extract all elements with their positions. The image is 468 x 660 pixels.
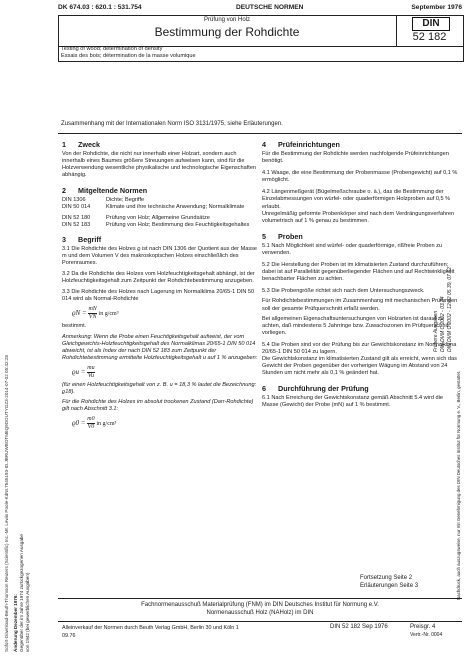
section-3-1: 3.1 Die Rohdichte des Holzes ϱ ist nach DIN 1306 der Quotient aus der Masse m und dem Volumen V des makroskopischen Holzes einschließlich des Porenraumes. — [62, 245, 258, 266]
section-5-3-b: Für Rohdichtebestimmungen im Zusammenhang mit mechanischen Prüfungen soll der gesamte Prüfquerschnitt erfaßt werden. — [262, 298, 458, 312]
section-4-2: 4.2 Längenmeßgerät (Bügelmeßschraube o. ä.), das die Bestimmung der Einzelabmessungen von würfel- oder quaderförmigen Holzproben auf 0,5 % erlaubt. — [262, 189, 451, 210]
left-column — [62, 140, 258, 431]
section-3-heading: 3 Begriff — [62, 234, 102, 244]
section-1-heading: 1 Zweck — [62, 140, 100, 149]
formula-moisture-density: ϱu = $\frac{mu}{Vu}$ — [72, 364, 95, 379]
oven-dry-text: Für die Rohdichte des Holzes im absolut trockenen Zustand (Darr-Rohdichte) gilt nach Abschnitt 3.1: — [62, 399, 254, 413]
din-logo: DIN — [412, 17, 450, 31]
example-text: (für einen Holzfeuchtigkeitsgehalt von z. B. u = 18,3 % lautet die Bezeichnung: ϱ18). — [62, 381, 257, 395]
series-name: DEUTSCHE NORMEN — [236, 4, 304, 11]
section-5-2: 5.2 Die Herstellung der Proben ist im klimatisierten Zustand durchzuführen; dabei ist auf Parallelität gegenüberliegender Flächen und auf Rechtwinkligkeit benachbarter Flächen zu achten. — [262, 262, 455, 283]
formula-normal-density: ϱN = $\frac{mN}{VN}$ in g/cm³ — [72, 306, 119, 321]
section-3-2: 3.2 Da die Rohdichte des Holzes vom Holzfeuchtigkeitsgehalt abhängt, ist der Holzfeuchtigkeitsgehalt zum Zeitpunkt der Rohdichtebestimmung anzugeben. — [62, 271, 255, 285]
title-english: Testing of wood; determination of density — [61, 46, 163, 52]
document-title: Bestimmung der Rohdichte — [154, 25, 300, 39]
committee-line-2: Normenausschuß Holz (NAHolz) im DIN — [206, 610, 314, 616]
previous-editions-line: DIN DVM C 2002 - 03.34 — [440, 296, 446, 352]
din-number: 52 182 — [412, 31, 447, 43]
section-4-1: 4.1 Waage, die eine Bestimmung der Probenmasse (Probengewicht) auf 0,1 % ermöglicht. — [262, 170, 458, 184]
section-4-heading: 4 Prüfeinrichtungen — [262, 140, 340, 149]
publisher-code: 09.76 — [62, 633, 76, 639]
section-1-text: Von der Rohdichte, die nicht nur innerhalb einer Holzart, sondern auch innerhalb eines Baumes größere Streuungen aufweisen kann, sind für die Holzverwendung wesentliche physikalische und technologische Eigenschaften abhängig. — [62, 151, 257, 179]
reference-item: DIN 50 014 Klimate und ihre technische Anwendung; Normalklimate — [62, 204, 245, 211]
section-4-text: Für die Bestimmung der Rohdichte werden nachfolgende Prüfeinrichtungen benötigt. — [262, 151, 449, 165]
distribution-number: Vertr.-Nr. 0004 — [410, 632, 443, 638]
section-6-1: 6.1 Nach Erreichung der Gewichtskonstanz gemäß Abschnitt 5.4 wird die Masse (Gewicht) der Probe (mN) auf 1 % bestimmt. — [262, 395, 443, 409]
subject: Prüfung von Holz — [203, 17, 251, 23]
download-watermark: Sofort-Download-Beuth-Thomson Reuters (Scientific) Inc.-Mr. Lewis Poole-KdNr.7545193-ID.JBRUWBOTM6Q9DOUTYGZ3-2014-07-02 05:42:28 — [4, 355, 9, 652]
section-4-2-b: Unregelmäßig geformte Probenkörper sind nach dem Verdrängungsverfahren volumetrisch auf 1 % genau zu bestimmen. — [262, 210, 455, 224]
reprint-notice: Nachdruck, auch auszugsweise, nur mit Genehmigung des DIN Deutsches Institut für Normung e. V., Berlin, gestattet. — [456, 370, 461, 600]
note-text: Anmerkung: Wenn die Probe einen Feuchtigkeitsgehalt aufweist, der vom Gleichgewichts-Holzfeuchtigkeitsgehalt des Normalklimas 20/65-1 DIN 50 014 abweicht, ist als Index der nach DIN 52 183 zum Zeitpunkt der Rohdichtebestimmung ermittelte Holzfeuchtigkeitsgehalt u auf 1 % anzugeben: — [62, 333, 258, 361]
reference-list — [62, 197, 258, 228]
reference-item: DIN 52 183 Prüfung von Holz; Bestimmung des Feuchtigkeitsgehaltes — [62, 221, 250, 228]
title-french: Essais des bois; détermination de la masse volumique — [61, 53, 196, 59]
bestimmt-text: bestimmt. — [62, 323, 87, 330]
section-3-3: 3.3 Die Rohdichte des Holzes nach Lagerung im Normalklima 20/65-1 DIN 50 014 wird als Normal-Rohdichte — [62, 289, 255, 303]
section-2-heading: 2 Mitgeltende Normen — [62, 186, 148, 196]
committee-line: Fachnormenausschuß Materialprüfung (FNM) im DIN Deutsches Institut für Normung e.V. — [141, 602, 379, 608]
publisher-note: Alleinverkauf der Normen durch Beuth Verlag GmbH, Berlin 30 und Köln 1 — [62, 625, 239, 631]
section-6-heading: 6 Durchführung der Prüfung — [262, 384, 369, 394]
formula-oven-dry-density: ϱ0 = $\frac{m0}{V0}$ in g/cm³ — [72, 416, 117, 431]
issue-date: September 1976 — [411, 4, 462, 11]
section-5-1: 5.1 Nach Möglichkeit sind würfel- oder quaderförmige, rißfreie Proben zu verwenden. — [262, 242, 443, 256]
section-5-3: 5.3 Die Probengröße richtet sich nach dem Untersuchungszweck. — [262, 288, 425, 295]
section-5-heading: 5 Proben — [262, 231, 303, 241]
iso-note: Zusammenhang mit der Internationalen Norm ISO 3131/1975, siehe Erläuterungen. — [61, 121, 283, 127]
section-5-4: 5.4 Die Proben sind vor der Prüfung bis zur Gewichtskonstanz im Normalklima 20/65-1 DIN 50 014 zu lagern. — [262, 341, 457, 355]
reference-item: DIN 1306 Dichte; Begriffe — [62, 197, 145, 204]
previous-editions-line: DIN DVM C 2002 - 12.42 05.39, 07.52 — [447, 267, 453, 352]
change-note-title: Änderung Dezember 1976: — [13, 594, 18, 652]
reference-item: DIN 52 180 Prüfung von Holz; Allgemeine Grundsätze — [62, 214, 210, 221]
previous-editions-label: Frühere Ausgaben — [433, 310, 439, 352]
price-group: Preisgr. 4 — [410, 624, 436, 630]
change-note-line: von 1942 (bei gewerblichen Ausgaben) — [25, 572, 30, 652]
continued-page: Fortsetzung Seite 2 — [360, 575, 413, 581]
dk-number: DK 674.03 : 620.1 : 531.754 — [58, 4, 142, 11]
section-5-4-b: Die Gewichtskonstanz im klimatisierten Zustand gilt als erreicht, wenn sich das Gewicht der Proben gegenüber der vorherigen Wägung im Abstand von 24 Stunden um nicht mehr als 0,1 % geändert hat. — [262, 356, 457, 377]
footer-reference: DIN 52 182 Sep 1976 — [330, 624, 388, 630]
change-note-line: Gegenüber der im Jahre 1974 zurückgezogenen Ausgabe — [19, 534, 24, 652]
right-column — [262, 140, 458, 410]
section-5-3-c: Bei allgemeinen Eigenschaftsuntersuchungen von Holzarten ist darauf zu achten, daß mindestens 5 Jahrringe bzw. Zuwachszonen im Prüfquerschnitt vorliegen. — [262, 315, 450, 336]
header-bar — [58, 4, 462, 14]
explanations-page: Erläuterungen Seite 3 — [360, 583, 419, 589]
